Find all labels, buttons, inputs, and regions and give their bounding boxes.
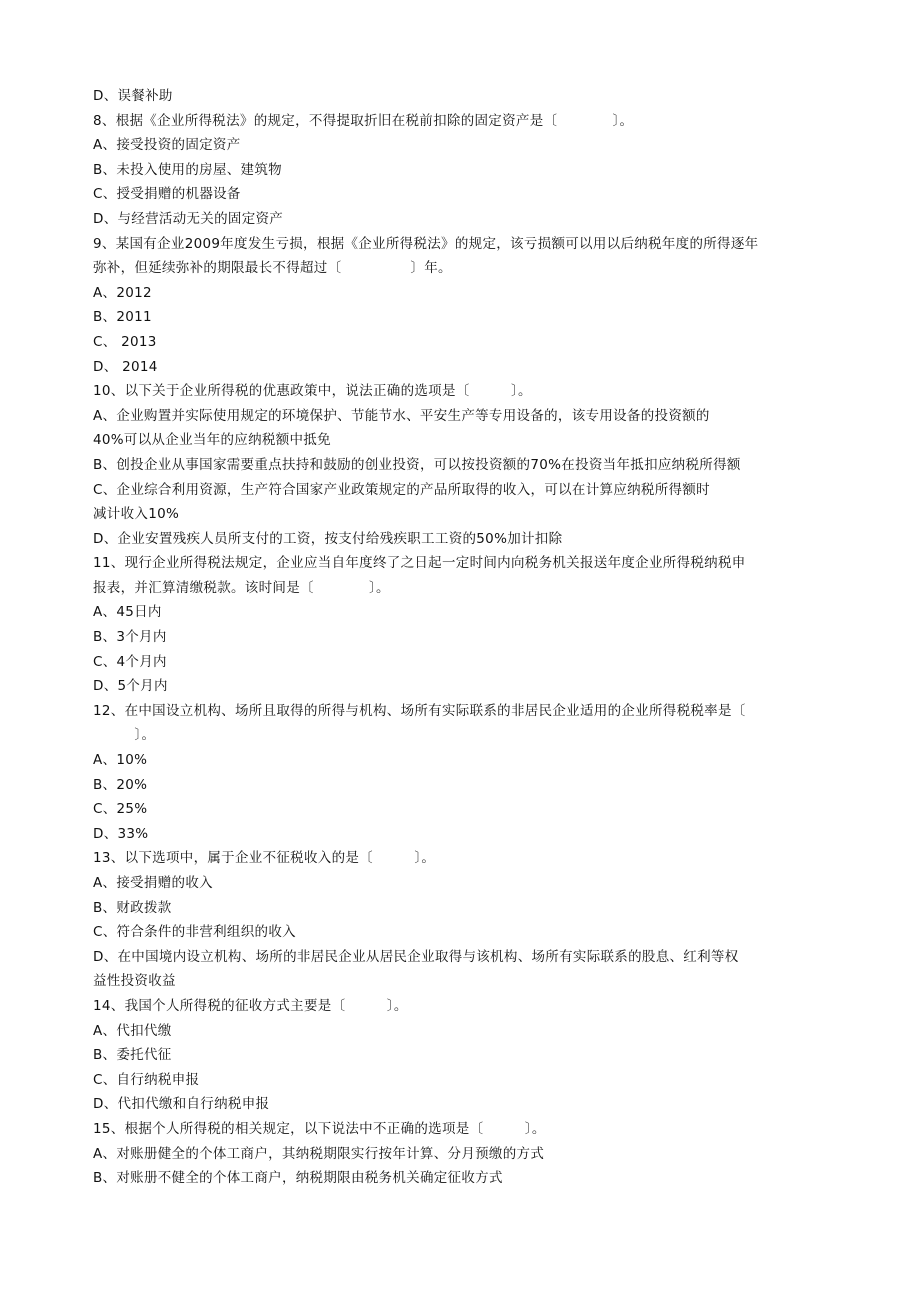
text-line: 15、根据个人所得税的相关规定，以下说法中不正确的选项是〔 〕。 xyxy=(93,1120,546,1137)
text-line: 〕。 xyxy=(93,727,156,744)
text-line: C、4个月内 xyxy=(93,653,167,670)
text-line: C、 2013 xyxy=(93,333,157,350)
text-line: C、企业综合利用资源，生产符合国家产业政策规定的产品所取得的收入，可以在计算应纳税所得额时 xyxy=(93,481,710,498)
text-line: D、 2014 xyxy=(93,358,158,375)
text-line: A、接受投资的固定资产 xyxy=(93,137,241,154)
text-line: 14、我国个人所得税的征收方式主要是〔 〕。 xyxy=(93,997,408,1014)
text-line: D、误餐补助 xyxy=(93,88,173,104)
text-line: D、在中国境内设立机构、场所的非居民企业从居民企业取得与该机构、场所有实际联系的股息、红利等权 xyxy=(93,948,739,965)
text-line: A、企业购置并实际使用规定的环境保护、节能节水、平安生产等专用设备的，该专用设备的投资额的 xyxy=(93,407,710,424)
text-line: 11、现行企业所得税法规定，企业应当自年度终了之日起一定时间内向税务机关报送年度企业所得税纳税申 xyxy=(93,555,746,572)
text-line: C、授受捐赠的机器设备 xyxy=(93,186,241,203)
text-line: A、接受捐赠的收入 xyxy=(93,875,213,891)
text-line: 40%可以从企业当年的应纳税额中抵免 xyxy=(93,432,331,449)
text-line: 8、根据《企业所得税法》的规定，不得提取折旧在税前扣除的固定资产是〔 〕。 xyxy=(93,112,634,129)
text-line: B、财政拨款 xyxy=(93,899,172,916)
text-line: C、自行纳税申报 xyxy=(93,1071,200,1088)
text-line: 益性投资收益 xyxy=(93,973,176,990)
text-line: B、未投入使用的房屋、建筑物 xyxy=(93,161,282,178)
text-line: D、5个月内 xyxy=(93,678,168,695)
text-line: A、对账册健全的个体工商户，其纳税期限实行按年计算、分月预缴的方式 xyxy=(93,1145,545,1162)
text-line: C、符合条件的非营利组织的收入 xyxy=(93,924,296,941)
text-line: B、委托代征 xyxy=(93,1047,172,1064)
document-body xyxy=(93,84,828,1191)
text-line: 10、以下关于企业所得税的优惠政策中，说法正确的选项是〔 〕。 xyxy=(93,383,532,400)
text-line: 12、在中国设立机构、场所且取得的所得与机构、场所有实际联系的非居民企业适用的企业所得税税率是〔 xyxy=(93,702,746,719)
text-line: B、20% xyxy=(93,776,148,793)
text-line: D、与经营活动无关的固定资产 xyxy=(93,210,284,227)
text-line: 9、某国有企业2009年度发生亏损，根据《企业所得税法》的规定，该亏损额可以用以后纳税年度的所得逐年 xyxy=(93,235,759,252)
text-line: A、10% xyxy=(93,752,148,769)
text-line: 减计收入10% xyxy=(93,506,180,523)
text-line: B、3个月内 xyxy=(93,629,167,646)
text-line: 弥补，但延续弥补的期限最长不得超过〔 〕年。 xyxy=(93,260,452,277)
text-line: B、对账册不健全的个体工商户，纳税期限由税务机关确定征收方式 xyxy=(93,1170,503,1187)
text-line: 13、以下选项中，属于企业不征税收入的是〔 〕。 xyxy=(93,850,436,867)
text-line: D、企业安置残疾人员所支付的工资，按支付给残疾职工工资的50%加计扣除 xyxy=(93,530,563,547)
text-line: D、33% xyxy=(93,825,149,842)
text-line: A、2012 xyxy=(93,284,152,301)
text-line: 报表，并汇算清缴税款。该时间是〔 〕。 xyxy=(93,579,390,596)
text-line: B、2011 xyxy=(93,309,152,326)
text-line: A、代扣代缴 xyxy=(93,1022,172,1039)
text-line: A、45日内 xyxy=(93,604,162,621)
text-line: D、代扣代缴和自行纳税申报 xyxy=(93,1096,270,1113)
text-line: C、25% xyxy=(93,801,148,818)
text-line: B、创投企业从事国家需要重点扶持和鼓励的创业投资，可以按投资额的70%在投资当年抵扣应纳税所得额 xyxy=(93,456,741,473)
